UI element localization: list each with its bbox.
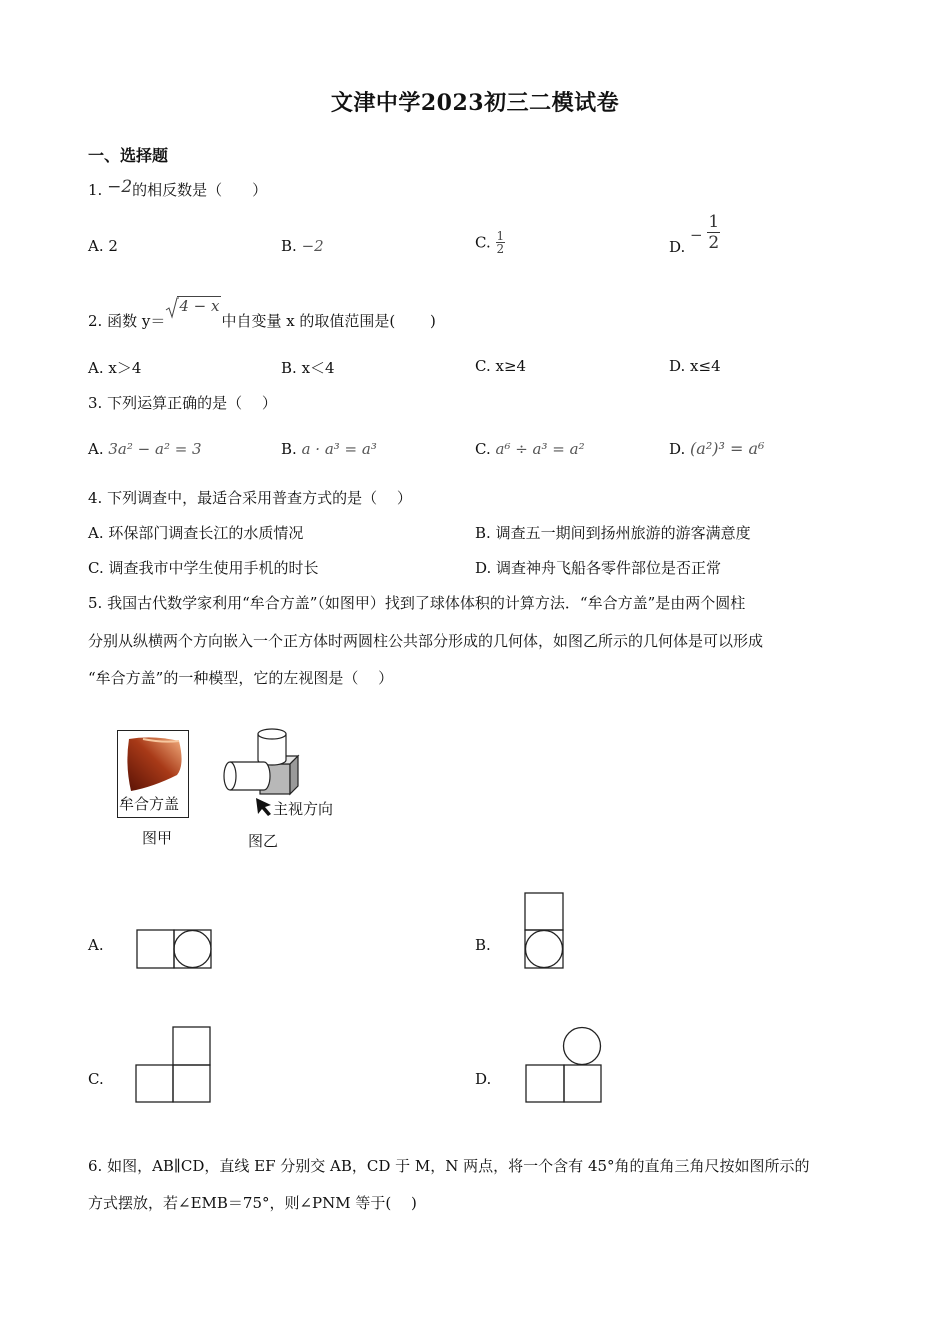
q4-option-b[interactable]	[475, 522, 751, 543]
option-label: C.	[475, 233, 491, 252]
radicand: 4 − x	[179, 297, 220, 315]
q1-stem-text: 的相反数是（ ）	[132, 181, 268, 199]
q2-stem-prefix: 2. 函数 y＝	[88, 312, 166, 330]
horizontal-cylinder-end	[224, 762, 236, 790]
q3-option-a[interactable]	[88, 440, 202, 458]
q2-option-d[interactable]	[669, 357, 721, 375]
option-label: C.	[475, 357, 491, 375]
option-label: D.	[475, 559, 492, 577]
option-label: B.	[281, 237, 297, 255]
sqrt-expression	[165, 297, 221, 315]
q5-option-c-label[interactable]: C.	[88, 1070, 104, 1088]
q1-option-a[interactable]	[88, 237, 118, 255]
question-6-line-1: 6. 如图，AB∥CD，直线 EF 分别交 AB，CD 于 M，N 两点，将一个含有 45°角的直角三角尺按如图所示的	[88, 1157, 810, 1175]
option-math: 3a² − a² = 3	[108, 440, 202, 458]
question-5-line-3: “牟合方盖”的一种模型，它的左视图是（ ）	[88, 669, 394, 687]
q3-option-c[interactable]	[475, 440, 585, 458]
figure-a-label: 图甲	[142, 829, 173, 847]
q5-option-b-figure	[524, 892, 566, 972]
question-5-line-1: 5. 我国古代数学家利用“牟合方盖”（如图甲）找到了球体体积的计算方法．“牟合方盖”是由两个圆柱	[88, 594, 746, 612]
question-4-stem: 4. 下列调查中，最适合采用普查方式的是（ ）	[88, 489, 412, 507]
page-title: 文津中学2023初三二模试卷	[330, 90, 620, 116]
option-label: D.	[669, 440, 686, 458]
figure-a-frame	[117, 730, 189, 818]
q4-option-c[interactable]	[88, 557, 319, 578]
q5-option-b-label[interactable]: B.	[475, 936, 491, 954]
fraction	[707, 212, 720, 253]
q5-option-a-figure	[136, 929, 216, 971]
option-text: 调查五一期间到扬州旅游的游客满意度	[495, 524, 751, 542]
question-5-line-2: 分别从纵横两个方向嵌入一个正方体时两圆柱公共部分形成的几何体，如图乙所示的几何体是可以形成	[88, 632, 764, 650]
view-direction-arrow-icon	[256, 798, 271, 816]
q1-math: −2	[107, 177, 133, 197]
option-text: 环保部门调查长江的水质情况	[108, 524, 304, 542]
option-text: x≥4	[495, 357, 527, 375]
sqrt-sign-icon	[165, 297, 179, 319]
option-label: A.	[88, 440, 104, 458]
fraction-denominator: 2	[496, 242, 505, 256]
option-text: x＞4	[108, 359, 142, 377]
q2-option-b[interactable]	[281, 357, 335, 378]
question-2-stem	[88, 297, 436, 331]
q2-option-a[interactable]	[88, 357, 141, 378]
fraction-denominator: 2	[708, 233, 720, 253]
q1-option-c[interactable]	[475, 230, 505, 255]
option-text: −2	[301, 237, 324, 255]
option-text: x≤4	[690, 357, 721, 375]
q4-option-a[interactable]	[88, 522, 303, 543]
q5-option-d-label[interactable]: D.	[475, 1070, 492, 1088]
question-6-line-2: 方式摆放，若∠EMB＝75°，则∠PNM 等于( )	[88, 1194, 417, 1212]
option-label: B.	[281, 440, 297, 458]
figure-a-caption: 牟合方盖	[119, 795, 180, 813]
option-label: A.	[88, 524, 104, 542]
option-label: A.	[88, 359, 104, 377]
q1-number: 1.	[88, 181, 103, 199]
q1-option-d[interactable]	[669, 212, 720, 256]
figure-b-label: 图乙	[248, 832, 279, 850]
question-1-stem	[88, 177, 267, 200]
q2-option-c[interactable]	[475, 357, 526, 375]
fraction	[496, 230, 506, 255]
option-math: (a²)³ = a⁶	[690, 439, 765, 458]
option-label: D.	[669, 238, 686, 256]
option-label: B.	[281, 359, 297, 377]
vertical-cylinder-top	[258, 729, 286, 739]
option-label: C.	[88, 559, 104, 577]
option-math: a⁶ ÷ a³ = a²	[495, 440, 585, 458]
question-3-stem: 3. 下列运算正确的是（ ）	[88, 394, 277, 412]
moufang-image-icon	[123, 735, 183, 793]
option-label: C.	[475, 440, 491, 458]
option-label: A.	[88, 237, 104, 255]
minus-sign: −	[690, 226, 703, 244]
q5-option-d-figure	[525, 1026, 605, 1106]
q3-option-d[interactable]	[669, 436, 764, 458]
q4-option-d[interactable]	[475, 557, 721, 578]
fraction-numerator: 1	[496, 229, 505, 243]
q5-option-c-figure	[135, 1026, 215, 1106]
section-heading: 一、选择题	[88, 146, 169, 165]
q3-option-b[interactable]	[281, 440, 377, 458]
option-label: D.	[669, 357, 686, 375]
q5-option-a-label[interactable]: A.	[88, 936, 104, 954]
q2-stem-text: 中自变量 x 的取值范围是( )	[221, 312, 436, 330]
fraction-numerator: 1	[708, 212, 720, 232]
option-text: 调查神舟飞船各零件部位是否正常	[496, 559, 722, 577]
option-math: a · a³ = a³	[301, 440, 377, 458]
option-text: 2	[108, 237, 118, 255]
option-text: x＜4	[301, 359, 335, 377]
figure-b-arrow-text: 主视方向	[273, 800, 334, 818]
option-text: 调查我市中学生使用手机的时长	[108, 559, 319, 577]
q1-option-b[interactable]	[281, 237, 324, 255]
option-label: B.	[475, 524, 491, 542]
